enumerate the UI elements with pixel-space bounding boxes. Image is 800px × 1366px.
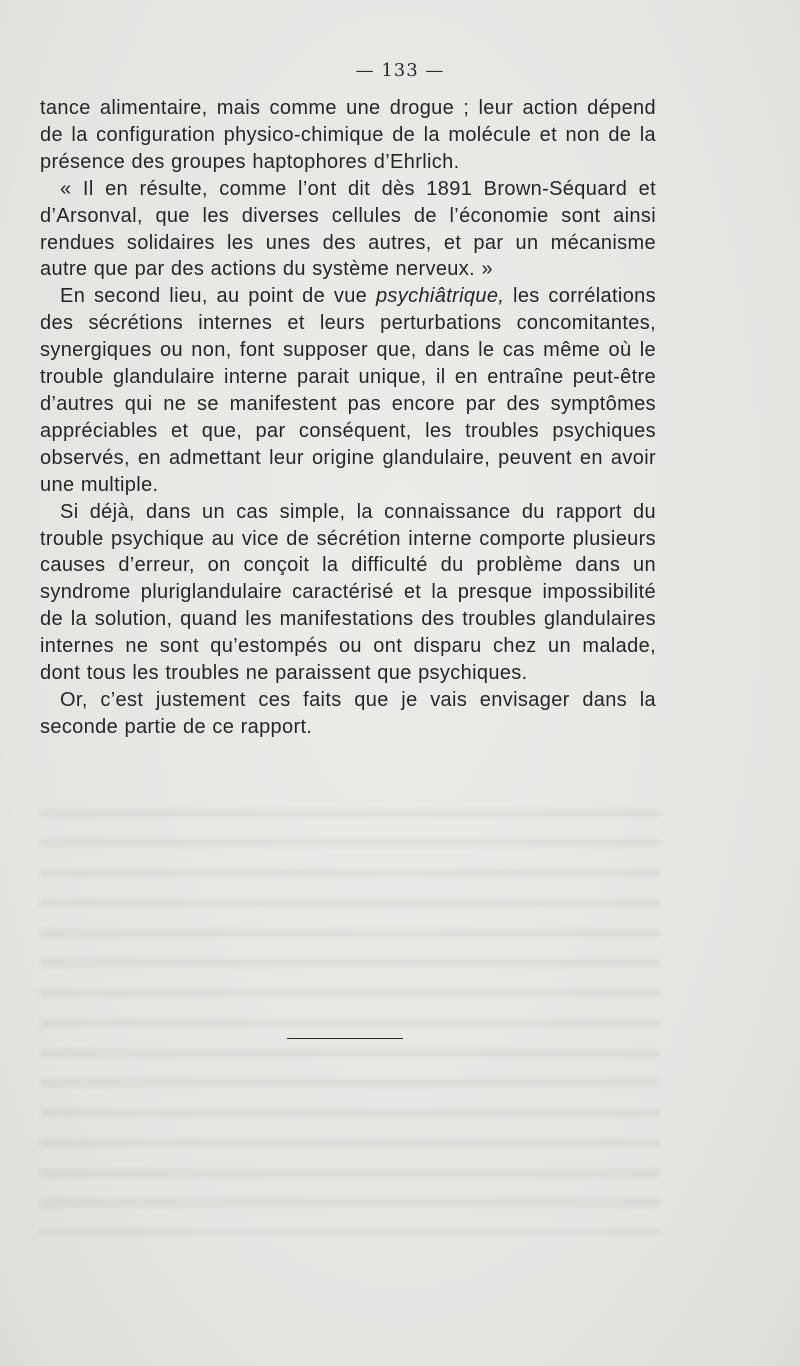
paragraph-3-rest: les corrélations des sécrétions internes et leurs perturbations concomitantes, synergiques ou non, font supposer que, dans le cas même où le trouble glandulaire interne parait unique, il en entraîne peut-être d’autres qui ne se manifestent pas encore par des symptômes appréciables et que, par conséquent, les troubles psychiques observés, en admettant leur origine glandulaire, peuvent en avoir une multiple. bbox=[40, 285, 656, 496]
body-text bbox=[40, 95, 656, 741]
paragraph-2: « Il en résulte, comme l’ont dit dès 1891 Brown-Séquard et d’Arsonval, que les diverses cellules de l’économie sont ainsi rendues solidaires les unes des autres, et par un mécanisme autre que par des actions du système nerveux. » bbox=[40, 177, 656, 281]
section-divider bbox=[287, 1038, 403, 1039]
page-number: — 133 — bbox=[355, 60, 445, 81]
paragraph-1: tance alimentaire, mais comme une drogue ; leur action dépend de la configuration physico-chimique de la molécule et non de la présence des groupes haptophores d’Ehrlich. bbox=[40, 97, 656, 173]
italic-term: psychiâtrique, bbox=[375, 285, 505, 308]
bleed-through-text bbox=[40, 795, 660, 1235]
paragraph-3-start: En second lieu, au point de vue bbox=[60, 285, 376, 308]
paragraph-3 bbox=[40, 283, 656, 498]
paragraph-5: Or, c’est justement ces faits que je vais envisager dans la seconde partie de ce rapport. bbox=[40, 688, 656, 738]
paragraph-4: Si déjà, dans un cas simple, la connaissance du rapport du trouble psychique au vice de sécrétion interne comporte plusieurs causes d’erreur, on conçoit la difficulté du problème dans un syndrome pluriglandulaire caractérisé et la presque impossibilité de la solution, quand les manifestations des troubles glandulaires internes ne sont qu’estompés ou ont disparu chez un malade, dont tous les troubles ne paraissent que psychiques. bbox=[40, 500, 656, 685]
